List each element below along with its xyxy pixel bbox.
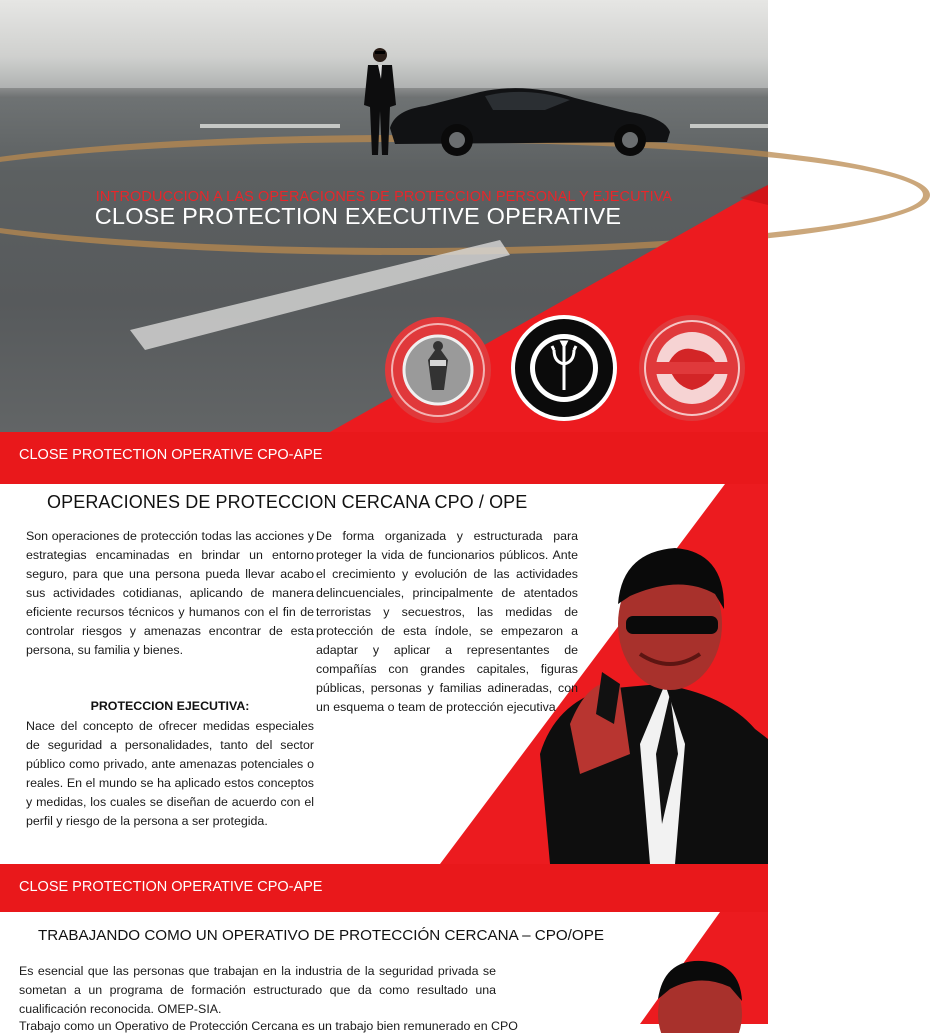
- black-car: [385, 70, 675, 160]
- cover-page: [0, 0, 768, 432]
- omep-seal-logo: [384, 316, 492, 424]
- page-two: [0, 432, 768, 864]
- cover-subtitle: INTRODUCCION A LAS OPERACIONES DE PROTECCION PERSONAL Y EJECUTIVA: [95, 189, 673, 205]
- right-paragraph: De forma organizada y estructurada para proteger la vida de funcionarios públicos. Ante el crecimiento y evolución de las actividades delincuenciales, principalmente de atentados terroristas y secuestros, las medidas de protección de esta índole, se empezaron a adaptar y aplicar a representantes de compañías con grandes capitales, figuras públicas, personas y familias adineradas, con un esquema o team de protección ejecutiva: [316, 529, 578, 714]
- executive-protection-paragraph: Nace del concepto de ofrecer medidas especiales de seguridad a personalidades, tanto del sector público como privado, ante amenazas potenciales o reales. En el mundo se ha aplicado estos conceptos y medidas, los cuales se diseñan de acuerdo con el perfil y riesgo de la persona a ser protegida.: [26, 719, 314, 828]
- page-three-banner: [0, 864, 768, 912]
- agent-portrait-small: [630, 959, 768, 1024]
- cover-title: CLOSE PROTECTION EXECUTIVE OPERATIVE: [94, 203, 622, 229]
- page-three-cut-line: Trabajo como un Operativo de Protección Cercana es un trabajo bien remunerado en CPO: [19, 1019, 518, 1033]
- page-two-heading: OPERACIONES DE PROTECCION CERCANA CPO / OPE: [47, 492, 528, 512]
- page-two-banner: [0, 432, 768, 480]
- page-three-banner-text: CLOSE PROTECTION OPERATIVE CPO-APE: [19, 879, 323, 895]
- executive-protection-subheading: PROTECCION EJECUTIVA:: [90, 699, 250, 713]
- page-three-paragraph: Es esencial que las personas que trabajan en la industria de la seguridad privada se sometan a un programa de formación estructurado que da como resultado una cualificación reconocida. OMEP-SIA.: [19, 964, 496, 1016]
- page-three-heading: TRABAJANDO COMO UN OPERATIVO DE PROTECCIÓN CERCANA – CPO/OPE: [38, 927, 604, 944]
- page-two-banner-text: CLOSE PROTECTION OPERATIVE CPO-APE: [19, 447, 323, 463]
- left-paragraph: Son operaciones de protección todas las acciones y estrategias encaminadas en brindar un entorno seguro, para que una persona pueda llevar acabo sus actividades cotidianas, aplicando de manera eficiente recursos técnicos y humanos con el fin de controlar riesgos y amenazas encontrar de esta persona, su familia y bienes.: [26, 529, 314, 657]
- trident-seal-logo: [510, 314, 618, 422]
- parasource-seal-logo: [638, 314, 746, 422]
- page-three: [0, 864, 768, 1033]
